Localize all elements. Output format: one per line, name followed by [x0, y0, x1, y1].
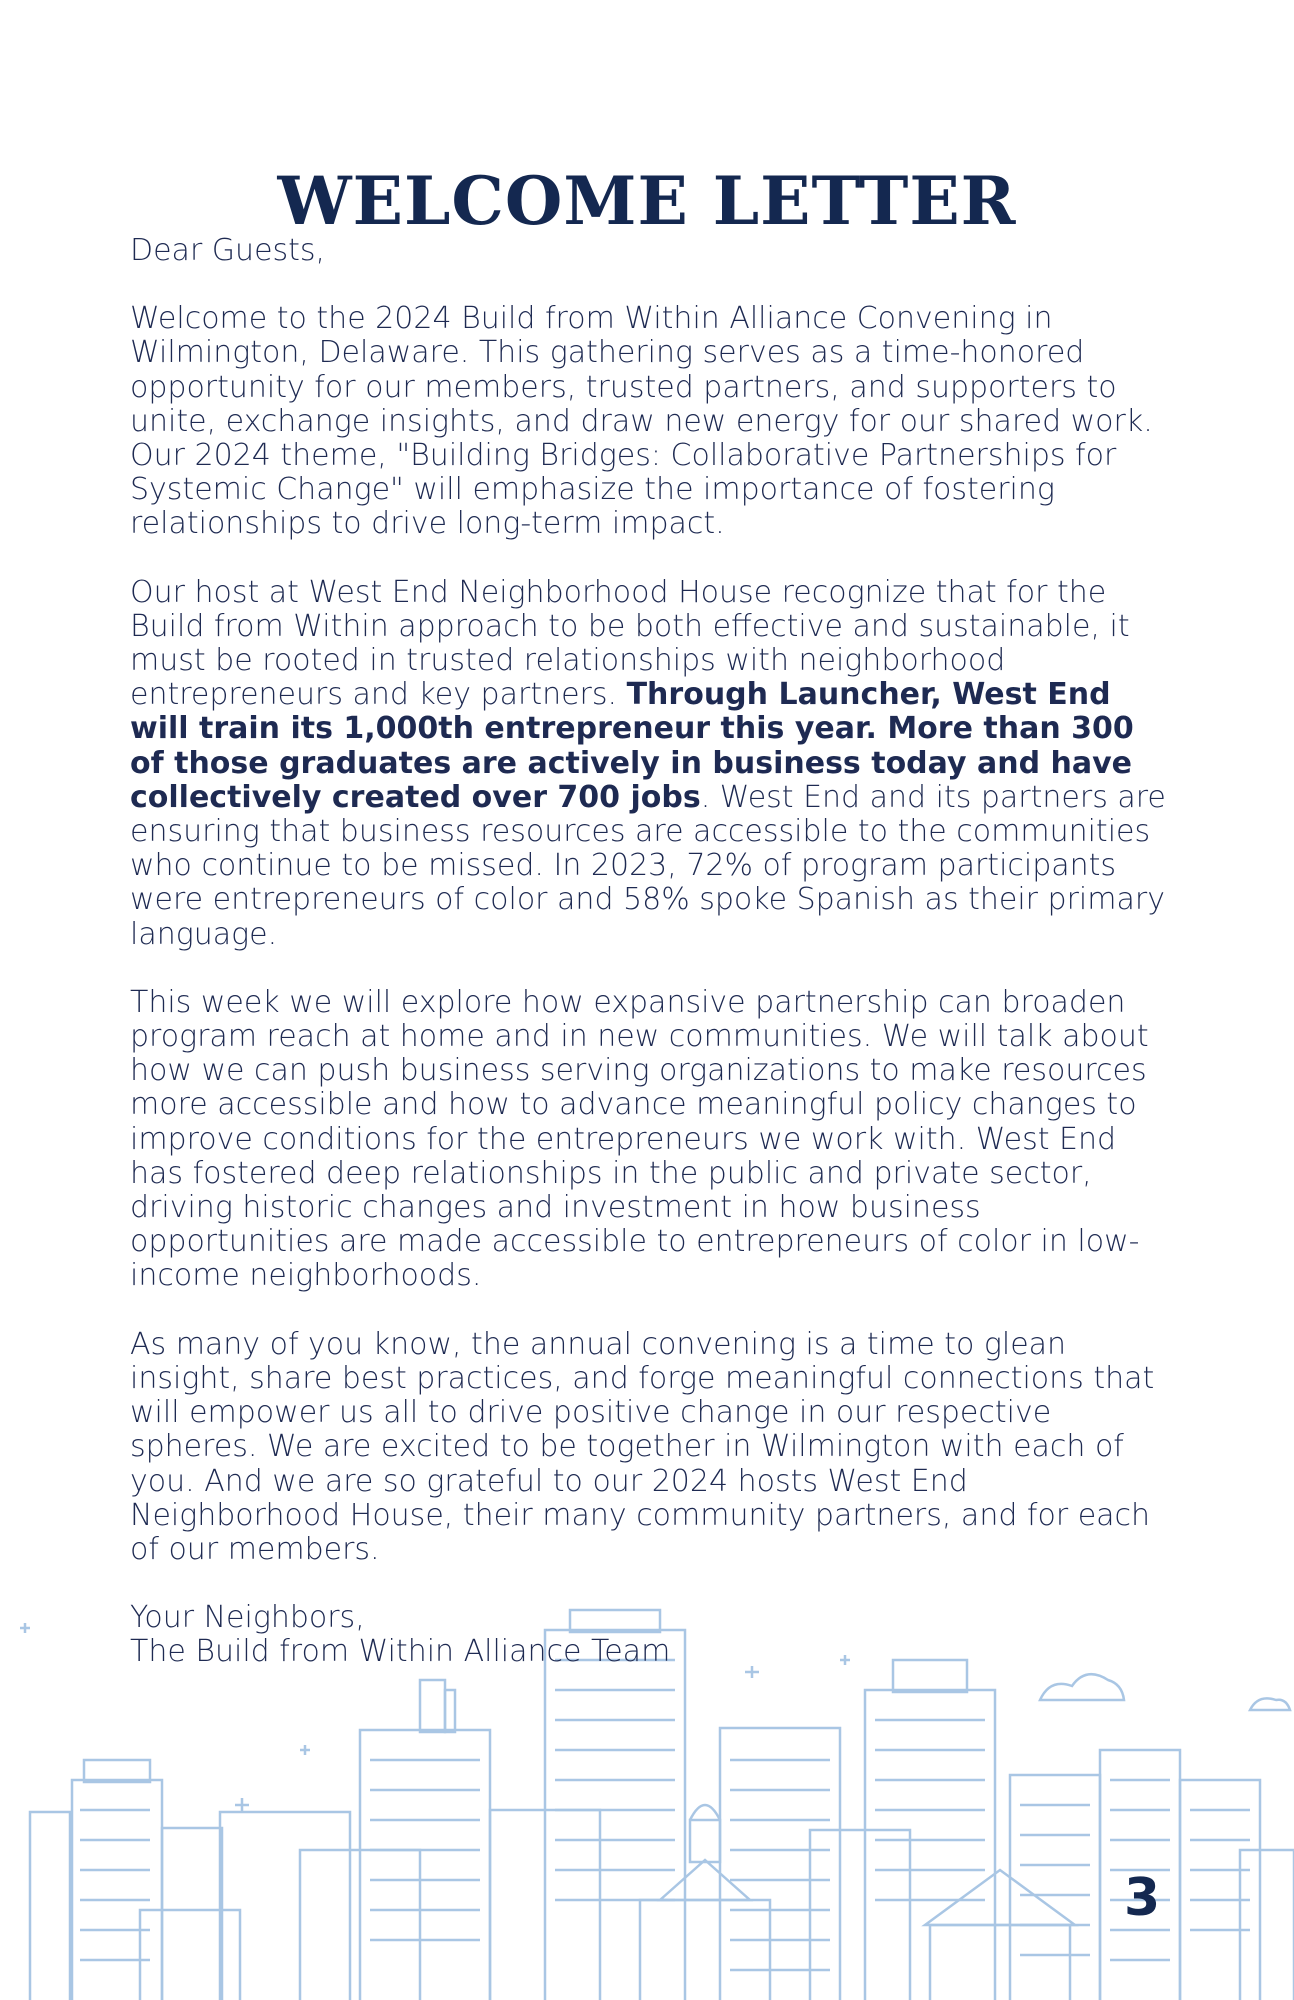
paragraph-2-highlight: Through Launcher, West End will train its 1,000th entrepreneur this year. More than 300 of those graduates are actively in business today and have collectively created over 700 jobs	[130, 677, 1134, 815]
signoff-line-1: Your Neighbors,	[130, 1600, 365, 1636]
page-number: 3	[1124, 1868, 1161, 1928]
paragraph-2-start: Our host at West End Neighborhood House recognize that for the Build from Within approach to be both effective and sustainable, it must be rooted in trusted relationships with neighborhood entrepreneurs and key partners.	[130, 574, 1130, 713]
letter-body	[130, 234, 1170, 1670]
signoff-line-2: The Build from Within Alliance Team	[130, 1634, 671, 1670]
paragraph-1: Welcome to the 2024 Build from Within Alliance Convening in Wilmington, Delaware. This gathering serves as a time-honored opportunity for our members, trusted partners, and supporters to unite, exchange insights, and draw new energy for our shared work. Our 2024 theme, "Building Bridges: Collaborative Partnerships for Systemic Change" will emphasize the importance of fostering relationships to drive long-term impact.	[130, 301, 1153, 542]
paragraph-2	[130, 576, 1170, 952]
page-title: WELCOME LETTER	[277, 162, 1017, 241]
paragraph-3: This week we will explore how expansive partnership can broaden program reach at home and in new communities. We will talk about how we can push business serving organizations to make resources more accessible and how to advance meaningful policy changes to improve conditions for the entrepreneurs we work with. West End has fostered deep relationships in the public and private sector, driving historic changes and investment in how business opportunities are made accessible to entrepreneurs of color in low-income neighborhoods.	[130, 984, 1149, 1294]
greeting: Dear Guests,	[130, 233, 326, 268]
paragraph-2-end: . West End and its partners are ensuring that business resources are accessible to the communities who continue to be missed. In 2023, 72% of program participants were entrepreneurs of color and 58% spoke Spanish as their primary language.	[130, 779, 1166, 952]
paragraph-4: As many of you know, the annual convening is a time to glean insight, share best practices, and forge meaningful connections that will empower us all to drive positive change in our respective spheres. We are excited to be together in Wilmington with each of you. And we are so grateful to our 2024 hosts West End Neighborhood House, their many community partners, and for each of our members.	[130, 1326, 1155, 1567]
